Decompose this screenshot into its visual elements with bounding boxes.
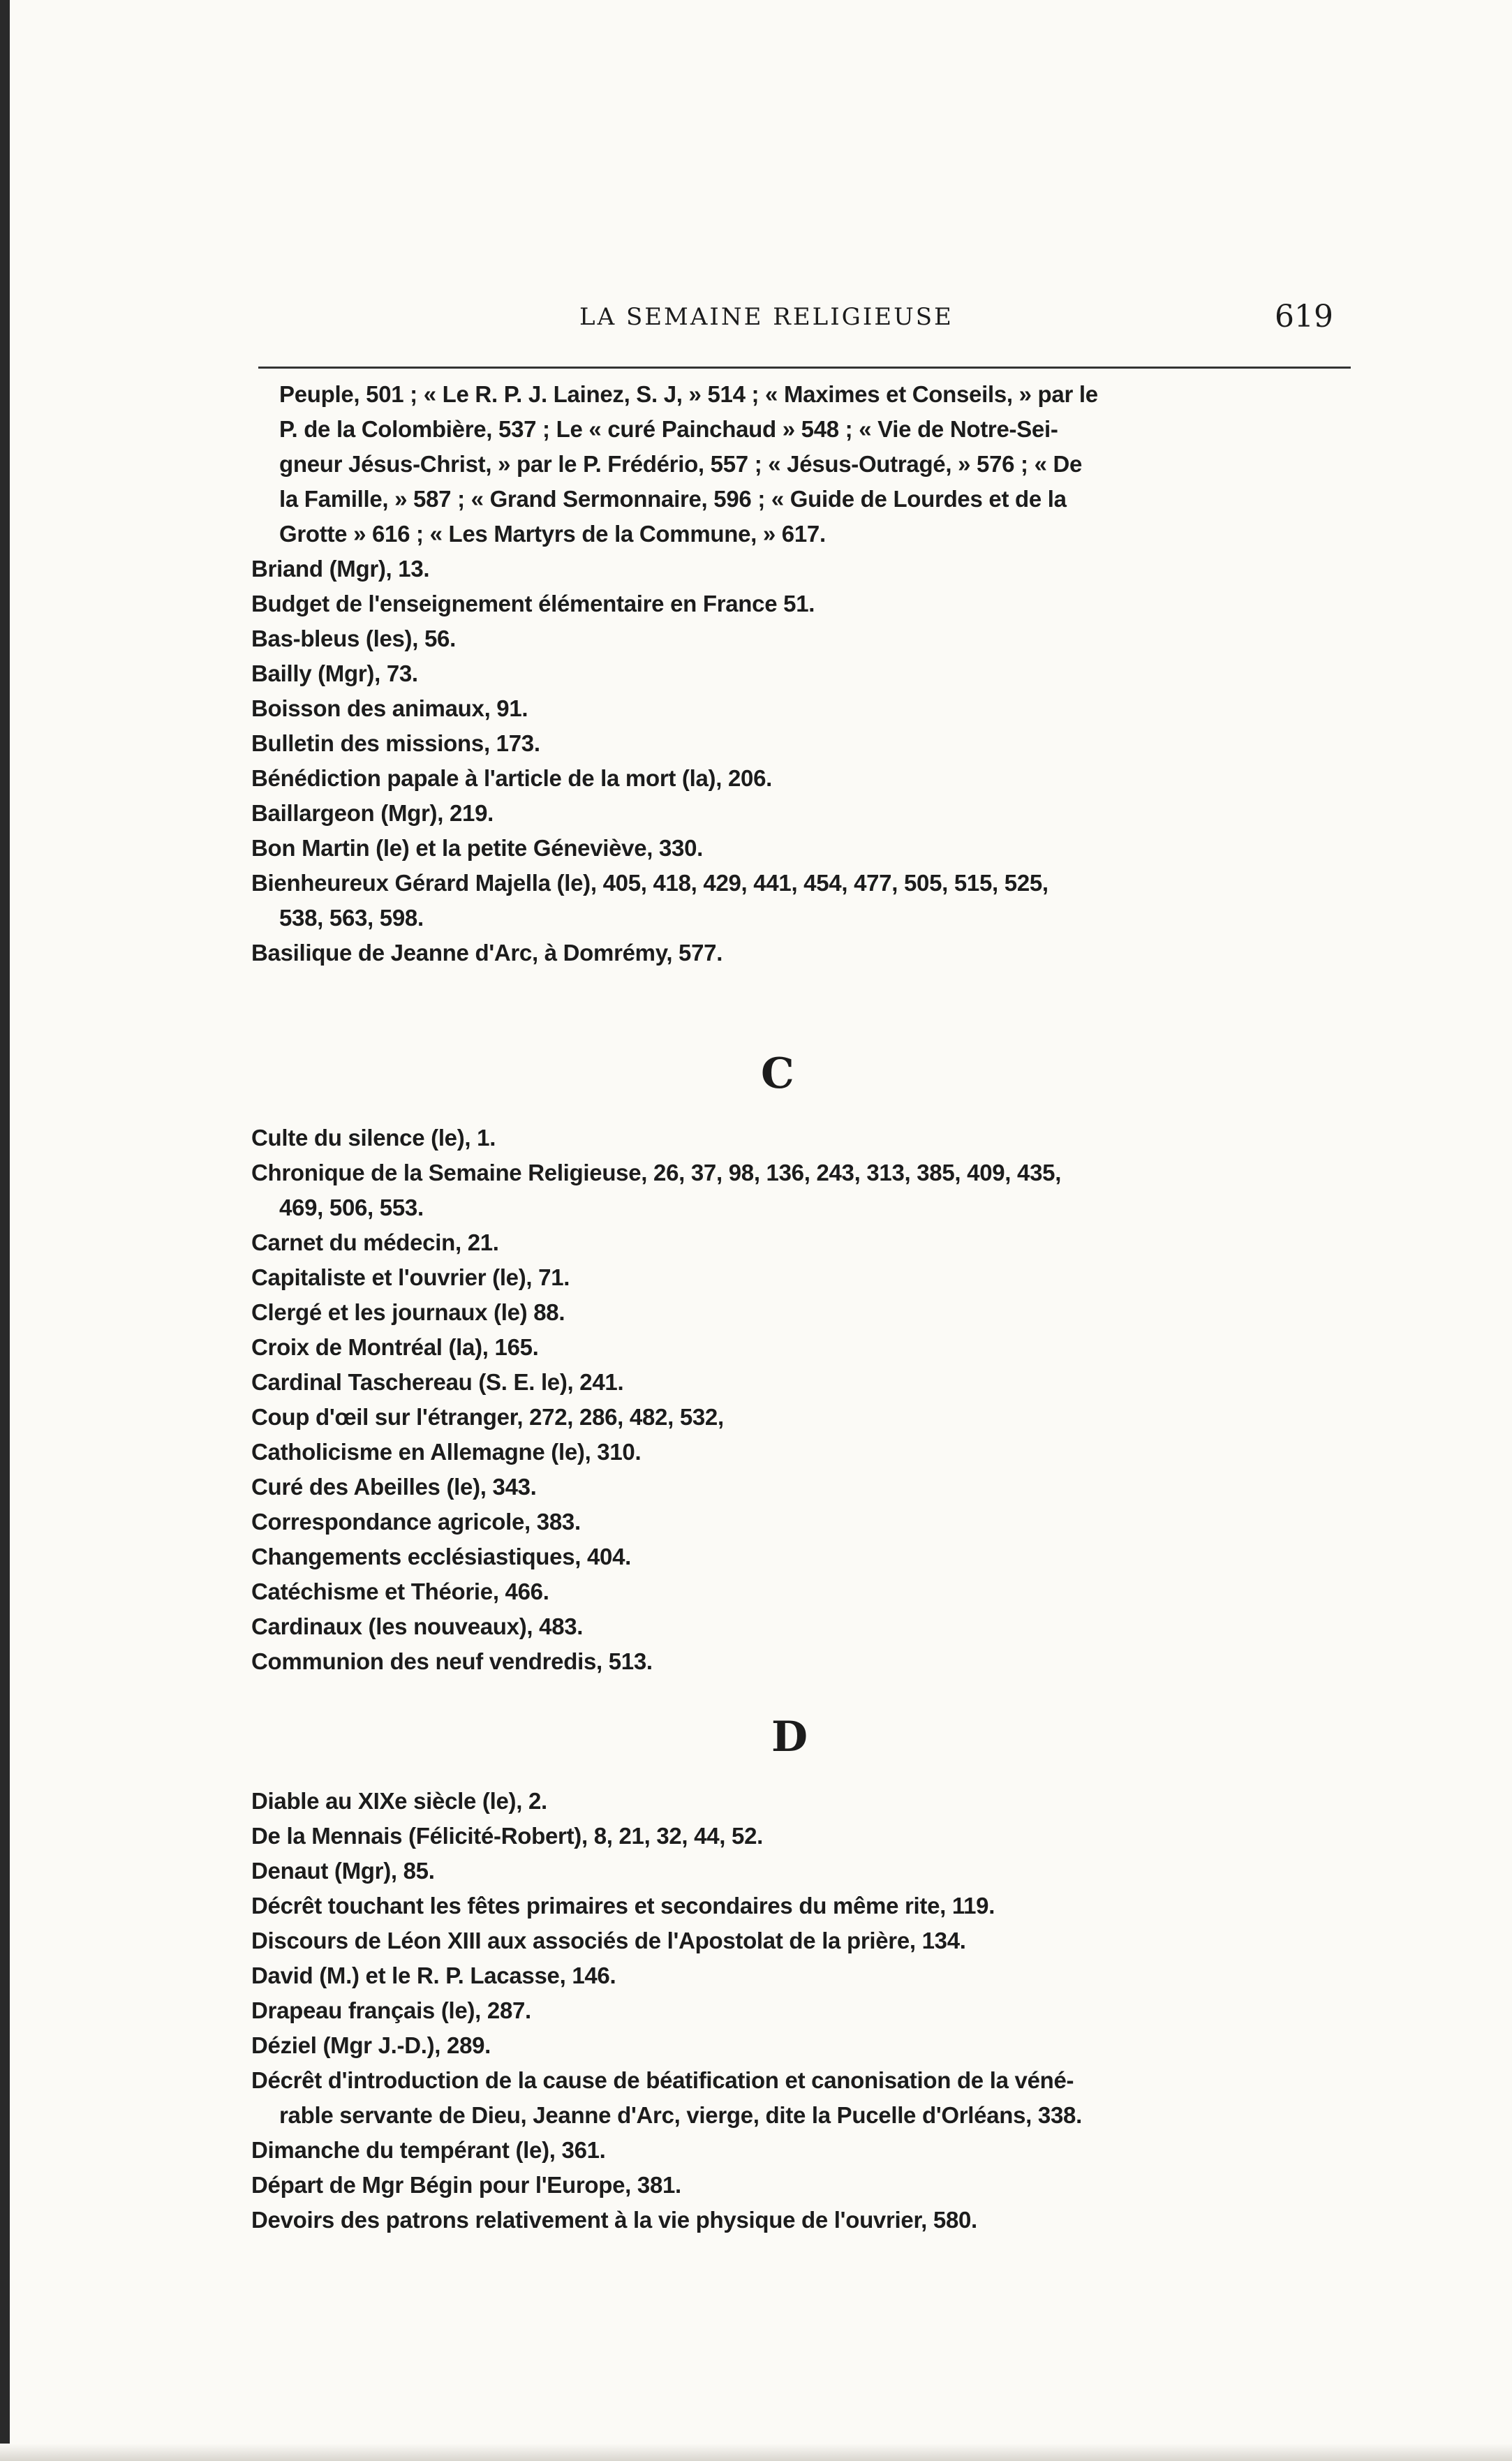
index-entry: Denaut (Mgr), 85. xyxy=(251,1858,435,1884)
section-letter-d: D xyxy=(771,1713,808,1761)
index-entry: Décrêt d'introduction de la cause de béatification et canonisation de la véné- xyxy=(251,2067,1074,2093)
index-entry: Bon Martin (le) et la petite Géneviève, 330. xyxy=(251,835,704,861)
index-section-b xyxy=(251,377,1361,970)
index-entry: Bailly (Mgr), 73. xyxy=(251,660,418,686)
index-entry: Bénédiction papale à l'article de la mort (la), 206. xyxy=(251,765,772,791)
index-entry: Discours de Léon XIII aux associés de l'Apostolat de la prière, 134. xyxy=(251,1928,966,1953)
index-entry: De la Mennais (Félicité-Robert), 8, 21, 32, 44, 52. xyxy=(251,1823,763,1849)
index-entry: Carnet du médecin, 21. xyxy=(251,1229,499,1255)
index-entry: Croix de Montréal (la), 165. xyxy=(251,1334,539,1360)
index-entry: Bienheureux Gérard Majella (le), 405, 418, 429, 441, 454, 477, 505, 515, 525, xyxy=(251,870,1048,896)
section-letter-c: C xyxy=(761,1049,794,1098)
index-entry: David (M.) et le R. P. Lacasse, 146. xyxy=(251,1963,616,1988)
index-entry: Basilique de Jeanne d'Arc, à Domrémy, 577. xyxy=(251,940,723,966)
index-entry-continuation: Peuple, 501 ; « Le R. P. J. Lainez, S. J, » 514 ; « Maximes et Conseils, » par le xyxy=(279,381,1098,407)
index-entry: Diable au XIXe siècle (le), 2. xyxy=(251,1788,547,1814)
index-entry-continuation: rable servante de Dieu, Jeanne d'Arc, vierge, dite la Pucelle d'Orléans, 338. xyxy=(279,2102,1082,2128)
page-number: 619 xyxy=(1275,299,1333,334)
index-entry: Boisson des animaux, 91. xyxy=(251,695,528,721)
index-entry: Dimanche du tempérant (le), 361. xyxy=(251,2137,606,2163)
index-entry: Cardinal Taschereau (S. E. le), 241. xyxy=(251,1369,624,1395)
index-entry: Bas-bleus (les), 56. xyxy=(251,626,456,651)
index-entry: Catholicisme en Allemagne (le), 310. xyxy=(251,1439,642,1465)
index-entry: Devoirs des patrons relativement à la vie physique de l'ouvrier, 580. xyxy=(251,2207,977,2233)
index-entry: Départ de Mgr Bégin pour l'Europe, 381. xyxy=(251,2172,681,2198)
index-entry: Bulletin des missions, 173. xyxy=(251,730,540,756)
index-entry-continuation: Grotte » 616 ; « Les Martyrs de la Commune, » 617. xyxy=(279,521,826,547)
index-entry: Baillargeon (Mgr), 219. xyxy=(251,800,494,826)
scan-bottom-edge xyxy=(0,2444,1512,2461)
index-entry: Communion des neuf vendredis, 513. xyxy=(251,1648,653,1674)
index-entry: Curé des Abeilles (le), 343. xyxy=(251,1474,537,1500)
index-entry: Déziel (Mgr J.-D.), 289. xyxy=(251,2032,491,2058)
index-entry-continuation: 538, 563, 598. xyxy=(279,905,424,931)
running-title: LA SEMAINE RELIGIEUSE xyxy=(579,303,954,331)
header-rule xyxy=(258,367,1351,369)
index-entry: Correspondance agricole, 383. xyxy=(251,1509,581,1535)
index-entry: Cardinaux (les nouveaux), 483. xyxy=(251,1613,584,1639)
index-entry: Budget de l'enseignement élémentaire en France 51. xyxy=(251,591,815,616)
index-section-c xyxy=(251,1121,1361,1679)
index-entry: Décrêt touchant les fêtes primaires et secondaires du même rite, 119. xyxy=(251,1893,995,1919)
scan-left-edge xyxy=(0,0,10,2461)
index-entry-continuation: P. de la Colombière, 537 ; Le « curé Painchaud » 548 ; « Vie de Notre-Sei- xyxy=(279,416,1058,442)
index-entry: Capitaliste et l'ouvrier (le), 71. xyxy=(251,1264,570,1290)
index-entry: Culte du silence (le), 1. xyxy=(251,1125,496,1151)
index-entry-continuation: gneur Jésus-Christ, » par le P. Frédério, 557 ; « Jésus-Outragé, » 576 ; « De xyxy=(279,451,1083,477)
index-entry-continuation: la Famille, » 587 ; « Grand Sermonnaire, 596 ; « Guide de Lourdes et de la xyxy=(279,486,1067,512)
index-entry: Chronique de la Semaine Religieuse, 26, 37, 98, 136, 243, 313, 385, 409, 435, xyxy=(251,1160,1062,1185)
index-entry: Drapeau français (le), 287. xyxy=(251,1997,531,2023)
page-header xyxy=(265,299,1333,348)
index-entry: Coup d'œil sur l'étranger, 272, 286, 482, 532, xyxy=(251,1404,724,1430)
index-entry: Changements ecclésiastiques, 404. xyxy=(251,1544,632,1569)
index-entry: Briand (Mgr), 13. xyxy=(251,556,430,582)
index-entry: Clergé et les journaux (le) 88. xyxy=(251,1299,565,1325)
index-entry-continuation: 469, 506, 553. xyxy=(279,1195,424,1220)
index-section-d xyxy=(251,1784,1361,2238)
index-entry: Catéchisme et Théorie, 466. xyxy=(251,1579,549,1604)
